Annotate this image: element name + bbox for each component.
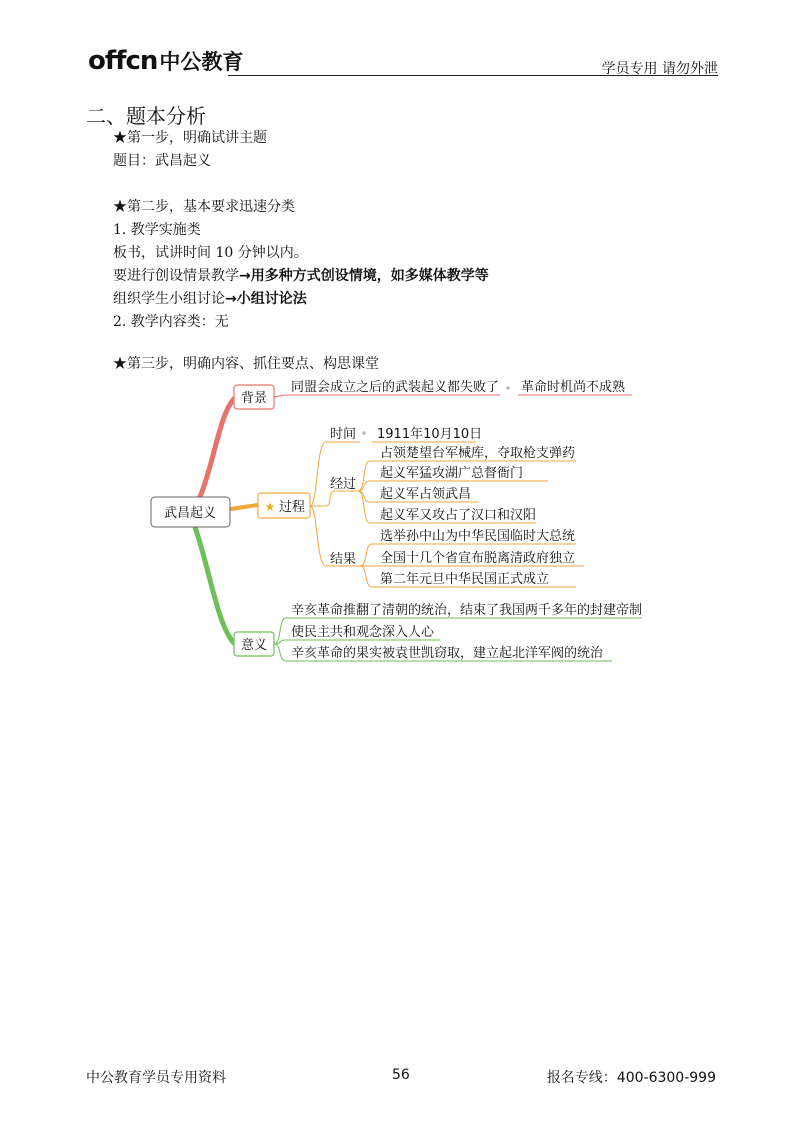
course-item-3: 起义军占领武昌 xyxy=(380,487,472,502)
step2-heading: ★第二步，基本要求迅速分类 xyxy=(113,199,295,215)
teaching-content: 2. 教学内容类：无 xyxy=(113,314,229,330)
significance-label: 意义 xyxy=(240,638,268,653)
significance-item-2: 使民主共和观念深入人心 xyxy=(291,625,435,640)
context-req-plain: 要进行创设情景教学 xyxy=(113,268,239,284)
branch-process xyxy=(230,505,258,509)
course-item-1: 占领楚望台军械库，夺取枪支弹药 xyxy=(380,446,576,461)
result-item-2: 全国十几个省宣布脱离清政府独立 xyxy=(380,551,576,566)
context-req-bold: →用多种方式创设情境，如多媒体教学等 xyxy=(239,268,489,284)
logo-cn: 中公教育 xyxy=(159,50,244,74)
result-label: 结果 xyxy=(330,552,357,567)
root-label: 武昌起义 xyxy=(163,506,217,521)
teaching-implementation: 1. 教学实施类 xyxy=(113,222,201,238)
background-connector xyxy=(274,395,500,397)
page-number: 56 xyxy=(392,1067,410,1083)
background-item-1: 同盟会成立之后的武装起义都失败了 xyxy=(291,380,500,395)
course-item-4: 起义军又攻占了汉口和汉阳 xyxy=(380,508,537,523)
logo-en: offcn xyxy=(88,46,158,76)
group-req-plain: 组织学生小组讨论 xyxy=(113,291,225,307)
time-label: 时间 xyxy=(330,427,357,442)
significance-item-3: 辛亥革命的果实被袁世凯窃取，建立起北洋军阀的统治 xyxy=(291,646,604,661)
header-notice: 学员专用 请勿外泄 xyxy=(601,61,718,77)
result-item-3: 第二年元旦中华民国正式成立 xyxy=(380,572,550,587)
step3-heading: ★第三步，明确内容、抓住要点、构思课堂 xyxy=(113,356,379,372)
process-label: 过程 xyxy=(278,500,306,515)
board-requirement: 板书，试讲时间 10 分钟以内。 xyxy=(113,245,308,261)
significance-connector-2 xyxy=(274,640,440,644)
background-label: 背景 xyxy=(240,391,268,406)
branch-background xyxy=(200,397,236,497)
result-item-1: 选举孙中山为中华民国临时大总统 xyxy=(380,529,576,544)
process-time-connector xyxy=(310,442,360,506)
star-icon: ★ xyxy=(264,500,276,514)
topic-line: 题目：武昌起义 xyxy=(113,153,211,169)
background-dot xyxy=(506,386,510,390)
time-dot xyxy=(362,431,366,435)
time-value: 1911年10月10日 xyxy=(377,427,483,442)
background-item-2: 革命时机尚不成熟 xyxy=(521,380,626,395)
section-title: 二、题本分析 xyxy=(86,104,206,128)
process-course-connector xyxy=(310,491,358,506)
course-label: 经过 xyxy=(330,477,357,492)
step1-heading: ★第一步，明确试讲主题 xyxy=(113,130,267,146)
course-item-2: 起义军猛攻湖广总督衙门 xyxy=(380,466,524,481)
significance-item-1: 辛亥革命推翻了清朝的统治，结束了我国两千多年的封建帝制 xyxy=(291,603,643,618)
group-req-bold: →小组讨论法 xyxy=(225,291,307,307)
footer-left: 中公教育学员专用资料 xyxy=(86,1070,226,1086)
footer-hotline: 报名专线：400-6300-999 xyxy=(546,1070,716,1086)
branch-significance xyxy=(195,527,236,645)
